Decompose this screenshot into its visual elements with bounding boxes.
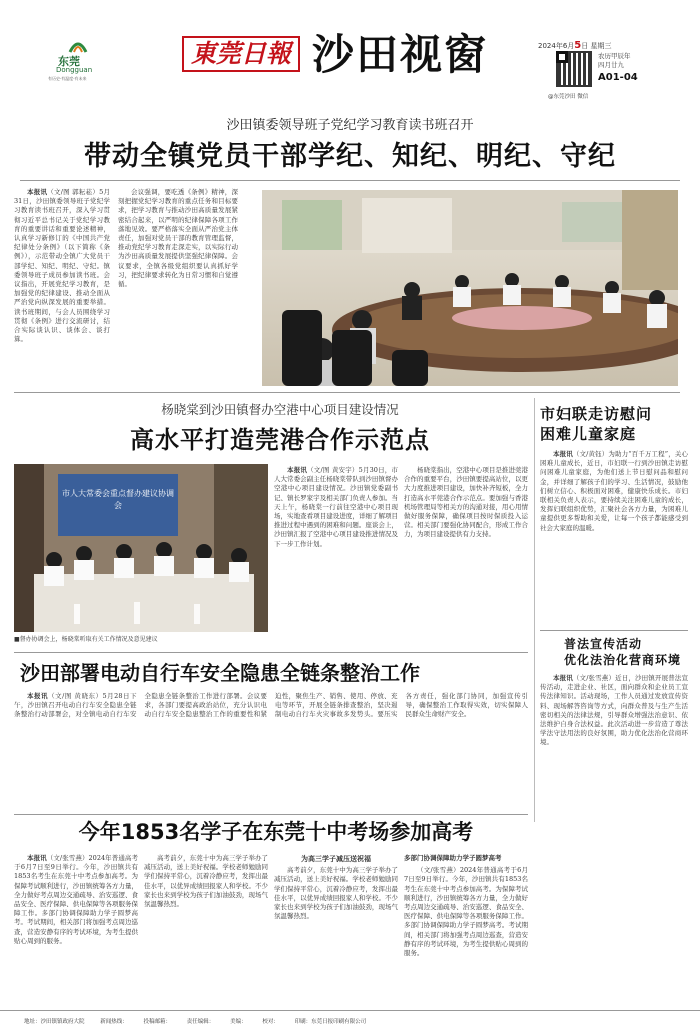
article6-col2: [144, 854, 268, 1004]
article6-headline: 今年1853名学子在东莞十中考场参加高考: [78, 820, 474, 844]
article4-byline: 本报讯: [553, 674, 573, 682]
article6-text-b: 高考前夕，东莞十中为高三学子举办了减压活动，送上美好祝福。学校老师勉励同学们保持平常心，沉着冷静应考，发挥出最佳水平，以优异成绩回报家人和学校。不少家长也来到学校为孩子们加油鼓劲，现场气氛温馨热烈。: [144, 854, 268, 909]
article6-text: （文/张雪燕）2024年普通高考于6月7日至9日举行。今年，沙田镇共有1853名考生在东莞十中考点参加高考。为保障考试顺利进行，沙田镇统筹各方力量，全力做好考点周边交通疏导、治安巡逻、食品安全、医疗保障、供电保障等各项服务保障工作。多部门协调保障助力学子圆梦高考。考试期间，相关部门将加强考点周边巡查，营造安静有序的考试环境，为考生提供贴心周到的服务。: [14, 854, 138, 945]
date-suffix: 日 星期三: [581, 42, 612, 50]
photo-banner-text: 市人大常委会重点督办建议协调会: [62, 489, 174, 510]
footer-editor: 责任编辑：: [186, 1019, 215, 1025]
article6-col4: [404, 854, 528, 1004]
article4-kicker: 普法宣传活动: [564, 637, 643, 651]
paper-name: 東莞日報: [190, 39, 291, 68]
qr-code-corner: [556, 51, 568, 63]
article2-photo: [14, 464, 268, 632]
footer: [0, 1010, 700, 1031]
lunar-box: [598, 52, 631, 70]
article1-col2: [118, 188, 238, 388]
paper-name-box: [182, 36, 300, 72]
article2-headline: 高水平打造莞港合作示范点: [130, 426, 430, 454]
article6-text-d: （文/张雪燕）2024年普通高考于6月7日至9日举行。今年，沙田镇共有1853名考生在东莞十中考点参加高考。为保障考试顺利进行，沙田镇统筹各方力量，全力做好考点周边交通疏导、治安巡逻、食品安全、医疗保障、供电保障等各项服务保障工作。多部门协调保障助力学子圆梦高考。考试期间，相关部门将加强考点周边巡查，营造安静有序的考试环境，为考生提供贴心周到的服务。: [404, 866, 528, 958]
article6-col3: [274, 854, 398, 1004]
article6-text-c: 高考前夕，东莞十中为高三学子举办了减压活动，送上美好祝福。学校老师勉励同学们保持平常心，沉着冷静应考，发挥出最佳水平，以优异成绩回报家人和学校。不少家长也来到学校为孩子们加油鼓劲，现场气氛温馨热烈。: [274, 866, 398, 921]
article3-kicker: 市妇联走访慰问: [540, 405, 653, 423]
article1-text1: （文/图 郭耘菘）5月31日，沙田镇委领导班子党纪学习教育读书班召开，深入学习贯彻习近平总书记关于党纪学习教育的重要讲话和重要论述精神，认真学习新修订的《中国共产党纪律处分条例》（以下简称《条例》），示范带动全镇广大党员干部学纪、知纪、明纪、守纪。镇委领导班子成员参加读书班。会议指出，开展党纪学习教育，是加强党的纪律建设、推动全面从严治党向纵深发展的重要举措。读书班期间，与会人员围绕学习贯彻《条例》进行交流研讨，结合实际谈认识、谈体会、谈打算。: [14, 188, 110, 344]
article5-text: （文/图 黄晓东）5月28日下午，沙田镇召开电动自行车安全隐患全链条整治行动部署会，对全镇电动自行车安全隐患全链条整治工作进行部署。会议要求，各部门要提高政治站位，充分认识电动自行车安全隐患整治工作的重要性和紧迫性，聚焦生产、销售、使用、停放、充电等环节，开展全链条排查整治，坚决遏制电动自行车火灾事故多发势头。要压实各方责任，强化部门协同，加强宣传引导，确保整治工作取得实效，切实保障人民群众生命财产安全。: [14, 692, 528, 719]
meeting-room-photo: [262, 190, 678, 386]
footer-print: 印刷：东莞日报印刷有限公司: [294, 1019, 367, 1025]
article2-col2: [404, 466, 528, 646]
city-logo-icon: [68, 40, 88, 54]
article2-caption: [14, 634, 268, 643]
page-letter: A: [598, 72, 606, 83]
divider-5: [14, 814, 528, 815]
issue-date: [538, 40, 611, 51]
page-code: [598, 72, 638, 83]
article1-kicker: 沙田镇委领导班子党纪学习教育读书班召开: [226, 118, 474, 133]
article4-body: [540, 674, 688, 994]
column-divider-right: [534, 398, 535, 822]
article2-text1: （文/图 黄安宇）5月30日，市人大常委会副主任杨晓棠带队到沙田镇督办空港中心项目建设情况。沙田镇党委副书记、镇长罗家宇及相关部门负责人参加。当天上午，杨晓棠一行前往空港中心项目现场，实地查看项目建设进度，详细了解项目推进过程中遇到的困难和问题。座谈会上，沙田镇汇报了空港中心项目建设推进情况及下一步工作计划。: [274, 466, 398, 548]
article5-byline: 本报讯: [27, 692, 49, 700]
logo-en: Dongguan: [56, 66, 93, 74]
footer-design: 美编：: [230, 1019, 247, 1025]
article2-kicker: 杨晓棠到沙田镇督办空港中心项目建设情况: [161, 402, 399, 417]
lunar-year: 农历甲辰年: [598, 52, 631, 60]
article1-byline: 本报讯: [27, 188, 48, 196]
footer-email: 投稿邮箱：: [143, 1019, 172, 1025]
article4-headline: 优化法治化营商环境: [564, 653, 682, 667]
page-number: 01-04: [605, 72, 638, 83]
caption-marker-icon: ■: [14, 636, 20, 643]
section-title: 沙田视窗: [312, 30, 489, 79]
article6-subhead: 为高三学子减压送祝福: [301, 854, 371, 863]
city-logo: [46, 40, 116, 86]
logo-slogan: 有历史·有温度·有未来: [48, 76, 87, 81]
divider-2: [14, 392, 680, 393]
date-text: 2024年6月: [538, 42, 575, 50]
article1-headline: 带动全镇党员干部学纪、知纪、明纪、守纪: [84, 141, 616, 172]
article2-byline: 本报讯: [287, 466, 308, 474]
article3-body: [540, 450, 688, 626]
article1-photo: [262, 190, 678, 386]
wechat-label: @东莞沙田 微信: [548, 94, 589, 100]
article5-headline: 沙田部署电动自行车安全隐患全链条整治工作: [20, 661, 420, 685]
article3-byline: 本报讯: [553, 450, 573, 458]
article1-text2: 会议强调，要吃透《条例》精神，深刻把握党纪学习教育的重点任务和目标要求，把学习教育与推动沙田高质量发展紧密结合起来，以严明的纪律保障各项工作落地见效。要严格落实全面从严治党主体责任，加强对党员干部的教育管理监督，推动党纪学习教育走深走实，以实际行动为沙田高质量发展提供坚强纪律保障。会议要求，全镇各级党组织要认真抓好学习，把纪律要求转化为日常习惯和自觉遵循。: [118, 188, 238, 289]
divider-3: [540, 630, 688, 631]
lunar-day: 四月廿九: [598, 61, 624, 69]
article6-col1: [14, 854, 138, 1004]
divider-1: [20, 180, 680, 181]
date-day: 5: [574, 40, 582, 51]
article2-col1: [274, 466, 398, 646]
divider-4: [14, 652, 528, 653]
article1-col1: [14, 188, 110, 388]
article4-text: （文/张雪燕）近日，沙田镇开展普法宣传活动，走进企业、社区，面向群众和企业员工宣传法律知识。活动现场，工作人员通过发放宣传资料、现场解答咨询等方式，向群众普及与生产生活密切相关的法律法规，引导群众增强法治意识、依法维护自身合法权益。此次活动进一步营造了尊法学法守法用法的良好氛围，助力优化法治化营商环境。: [540, 674, 688, 747]
article6-byline: 本报讯: [27, 854, 47, 862]
article3-headline: 困难儿童家庭: [540, 425, 637, 443]
article6-subhead-2: 多部门协调保障助力学子圆梦高考: [404, 854, 502, 862]
footer-address: 地址：沙田镇镇政府大院: [24, 1019, 85, 1025]
article3-text: （文/黄钰）为助力“百千万工程”，关心困难儿童成长，近日，市妇联一行到沙田镇走访慰问困难儿童家庭，为他们送上节日慰问品和慰问金，并详细了解孩子们的学习、生活情况，鼓励他们树立信心、积极面对困难，健康快乐成长。市妇联相关负责人表示，要持续关注困难儿童的成长，发挥妇联组织优势，汇聚社会各方力量，为困难儿童提供更多帮助和关爱，让每一个孩子都能感受到社会大家庭的温暖。: [540, 450, 688, 532]
footer-proof: 校对：: [262, 1019, 279, 1025]
footer-hotline: 新闻热线：: [100, 1019, 128, 1025]
article2-text2: 杨晓棠指出，空港中心项目是推进莞港合作的重要平台，沙田镇要提高站位，以更大力度推进项目建设，加快补齐短板，全力打造高水平莞港合作示范点。要加强与香港机场管理局等相关方的沟通对接，用心用情做好服务保障，确保项目按时保质投入运营。相关部门要强化协同配合，形成工作合力，为项目建设提供有力支持。: [404, 466, 528, 539]
article5-body: [14, 692, 528, 812]
masthead: [0, 0, 700, 100]
article2-caption-text: 督办协调会上，杨晓棠听取有关工作情况及意见建议: [19, 636, 158, 643]
logo-cn: 东莞: [58, 55, 80, 68]
